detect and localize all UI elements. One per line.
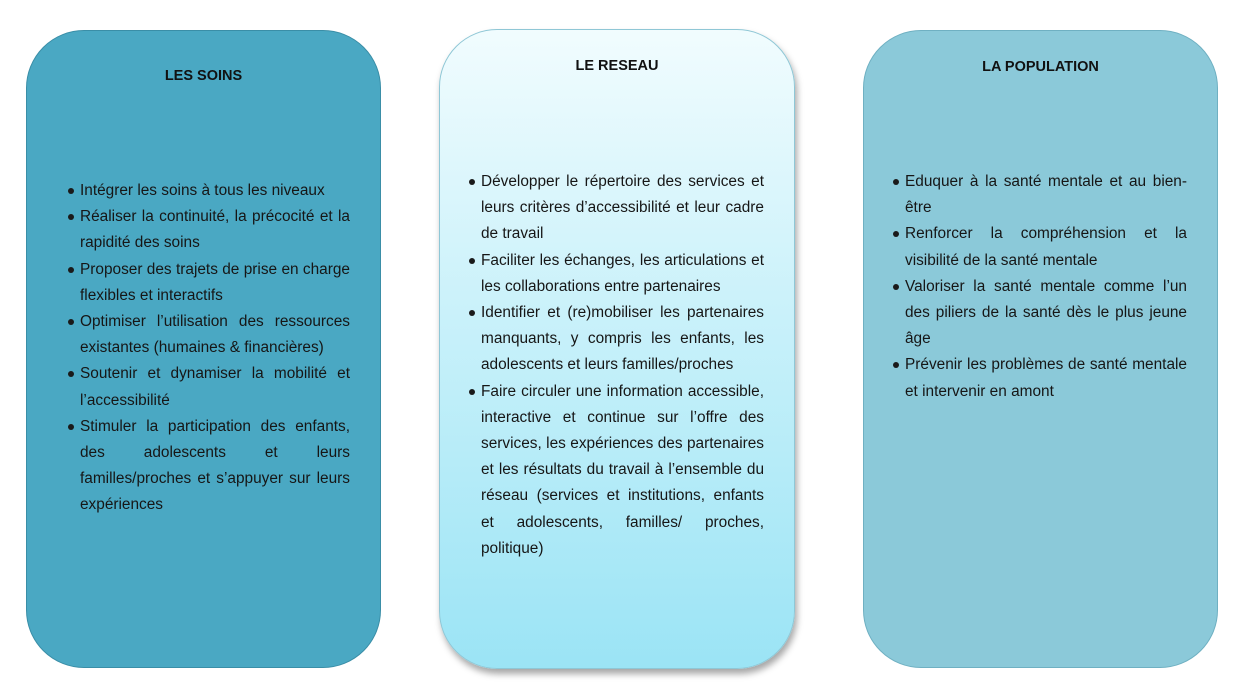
list-item: Réaliser la continuité, la précocité et la rapidité des soins [67,204,350,256]
list-item: Eduquer à la santé mentale et au bien-être [892,169,1187,221]
list-item: Proposer des trajets de prise en charge flexibles et interactifs [67,257,350,309]
list-item: Renforcer la compréhension et la visibilité de la santé mentale [892,221,1187,273]
list-item: Prévenir les problèmes de santé mentale et intervenir en amont [892,352,1187,404]
list-item: Faciliter les échanges, les articulations et les collaborations entre partenaires [468,248,764,300]
panel-le-reseau [439,29,795,669]
list-item: Intégrer les soins à tous les niveaux [67,178,350,204]
list-item: Identifier et (re)mobiliser les partenaires manquants, y compris les enfants, les adolescents et leurs familles/proches [468,300,764,379]
list-item: Valoriser la santé mentale comme l’un des piliers de la santé dès le plus jeune âge [892,274,1187,353]
list-item: Faire circuler une information accessible, interactive et continue sur l’offre des services, les expériences des partenaires et les résultats du travail à l’ensemble du réseau (services et institutions, enfants et adolescents, familles/ proches, politique) [468,379,764,562]
panel-title: LA POPULATION [982,59,1099,75]
panel-title: LES SOINS [164,68,243,84]
panel-la-population [863,30,1218,668]
list-item: Optimiser l’utilisation des ressources existantes (humaines & financières) [67,309,350,361]
list-item: Développer le répertoire des services et leurs critères d’accessibilité et leur cadre de travail [468,169,764,248]
panel-title: LE RESEAU [575,58,659,74]
list-item: Stimuler la participation des enfants, des adolescents et leurs familles/proches et s’appuyer sur leurs expériences [67,414,350,519]
bullet-list [468,169,764,562]
bullet-list [892,169,1187,405]
list-item: Soutenir et dynamiser la mobilité et l’accessibilité [67,361,350,413]
panel-les-soins [26,30,381,668]
bullet-list [67,178,350,519]
